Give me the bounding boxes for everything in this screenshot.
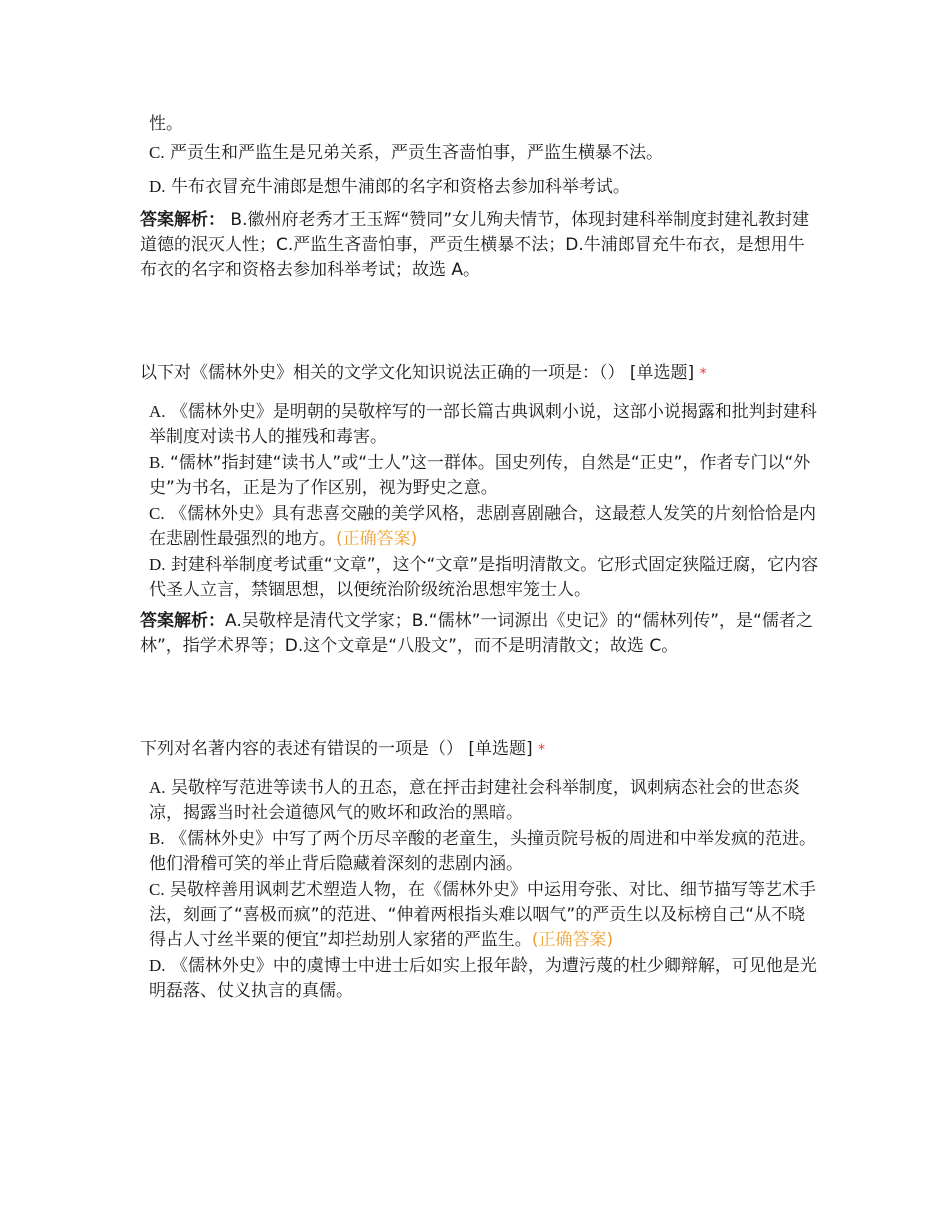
option-letter: D. (149, 177, 166, 196)
option-text: 《儒林外史》中写了两个历尽辛酸的老童生，头撞贡院号板的周进和中举发疯的范进。他们滑稽可笑的举止背后隐藏着深刻的悲剧内涵。 (149, 829, 816, 874)
question-title (140, 361, 820, 387)
option-text: 封建科举制度考试重“文章”，这个“文章”是指明清散文。它形式固定狭隘迂腐，它内容代圣人立言，禁锢思想，以便统治阶级统治思想牢笼士人。 (149, 555, 819, 600)
analysis-label: 答案解析： (140, 210, 225, 230)
option-letter: A. (149, 402, 166, 421)
option-d[interactable] (140, 953, 820, 1004)
question-prev (140, 112, 820, 283)
option-d[interactable] (140, 174, 820, 200)
option-text: 《儒林外史》是明朝的吴敬梓写的一部长篇古典讽刺小说，这部小说揭露和批判封建科举制度对读书人的摧残和毒害。 (149, 402, 817, 447)
option-letter: D. (149, 555, 166, 574)
document-page (140, 112, 820, 1004)
answer-analysis (140, 609, 820, 659)
option-letter: A. (149, 778, 166, 797)
option-b[interactable] (140, 826, 820, 877)
option-letter: C. (149, 880, 165, 899)
option-text: “儒林”指封建“读书人”或“士人”这一群体。国史列传，自然是“正史”，作者专门以“外史”为书名，正是为了作区别，视为野史之意。 (149, 453, 811, 498)
option-b-tail: 性。 (149, 114, 183, 134)
option-letter: C. (149, 143, 165, 162)
option-text: 严贡生和严监生是兄弟关系，严贡生吝啬怕事，严监生横暴不法。 (170, 143, 663, 163)
option-text: 吴敬梓善用讽刺艺术塑造人物，在《儒林外史》中运用夸张、对比、细节描写等艺术手法，刻画了“喜极而疯”的范进、“伸着两根指头难以咽气”的严贡生以及标榜自己“从不晓得占人寸丝半粟的便宜”却拦劫别人家猪的严监生。 (149, 880, 816, 950)
option-letter: D. (149, 956, 166, 975)
option-a[interactable] (140, 775, 820, 826)
option-text: 《儒林外史》具有悲喜交融的美学风格，悲剧喜剧融合，这最惹人发笑的片刻恰恰是内在悲剧性最强烈的地方。 (149, 504, 816, 549)
question-3 (140, 737, 820, 1004)
option-letter: C. (149, 504, 165, 523)
option-c[interactable] (140, 877, 820, 953)
option-text: 《儒林外史》中的虞博士中进士后如实上报年龄，为遭污蔑的杜少卿辩解，可见他是光明磊落、仗义执言的真儒。 (149, 956, 817, 1001)
question-title (140, 737, 820, 763)
required-mark: * (699, 366, 707, 382)
analysis-text: A.吴敬梓是清代文学家；B.“儒林”一词源出《史记》的“儒林列传”，是“儒者之林”，指学术界等；D.这个文章是“八股文”，而不是明清散文；故选 C。 (140, 611, 813, 656)
option-d[interactable] (140, 552, 820, 603)
option-letter: B. (149, 453, 165, 472)
question-title-text: 以下对《儒林外史》相关的文学文化知识说法正确的一项是：（） [单选题] (140, 363, 695, 383)
required-mark: * (538, 742, 546, 758)
option-text: 牛布衣冒充牛浦郎是想牛浦郎的名字和资格去参加科举考试。 (170, 177, 630, 197)
option-letter: B. (149, 829, 165, 848)
analysis-text: B.徽州府老秀才王玉辉“赞同”女儿殉夫情节，体现封建科举制度封建礼教封建道德的泯灭人性；C.严监生吝啬怕事，严贡生横暴不法；D.牛浦郎冒充牛布衣，是想用牛布衣的名字和资格去参加科举考试；故选 A。 (140, 210, 810, 280)
option-b[interactable] (140, 450, 820, 501)
question-2 (140, 361, 820, 659)
option-text: 吴敬梓写范进等读书人的丑态，意在抨击封建社会科举制度，讽刺病态社会的世态炎凉，揭露当时社会道德风气的败坏和政治的黑暗。 (149, 778, 800, 823)
option-a[interactable] (140, 399, 820, 450)
question-title-text: 下列对名著内容的表述有错误的一项是（） [单选题] (140, 739, 533, 759)
answer-analysis (140, 208, 820, 283)
correct-answer-tag: (正确答案) (336, 529, 418, 549)
analysis-label: 答案解析： (140, 611, 225, 631)
option-c[interactable] (140, 140, 820, 166)
option-c[interactable] (140, 501, 820, 552)
correct-answer-tag: (正确答案) (531, 930, 614, 950)
